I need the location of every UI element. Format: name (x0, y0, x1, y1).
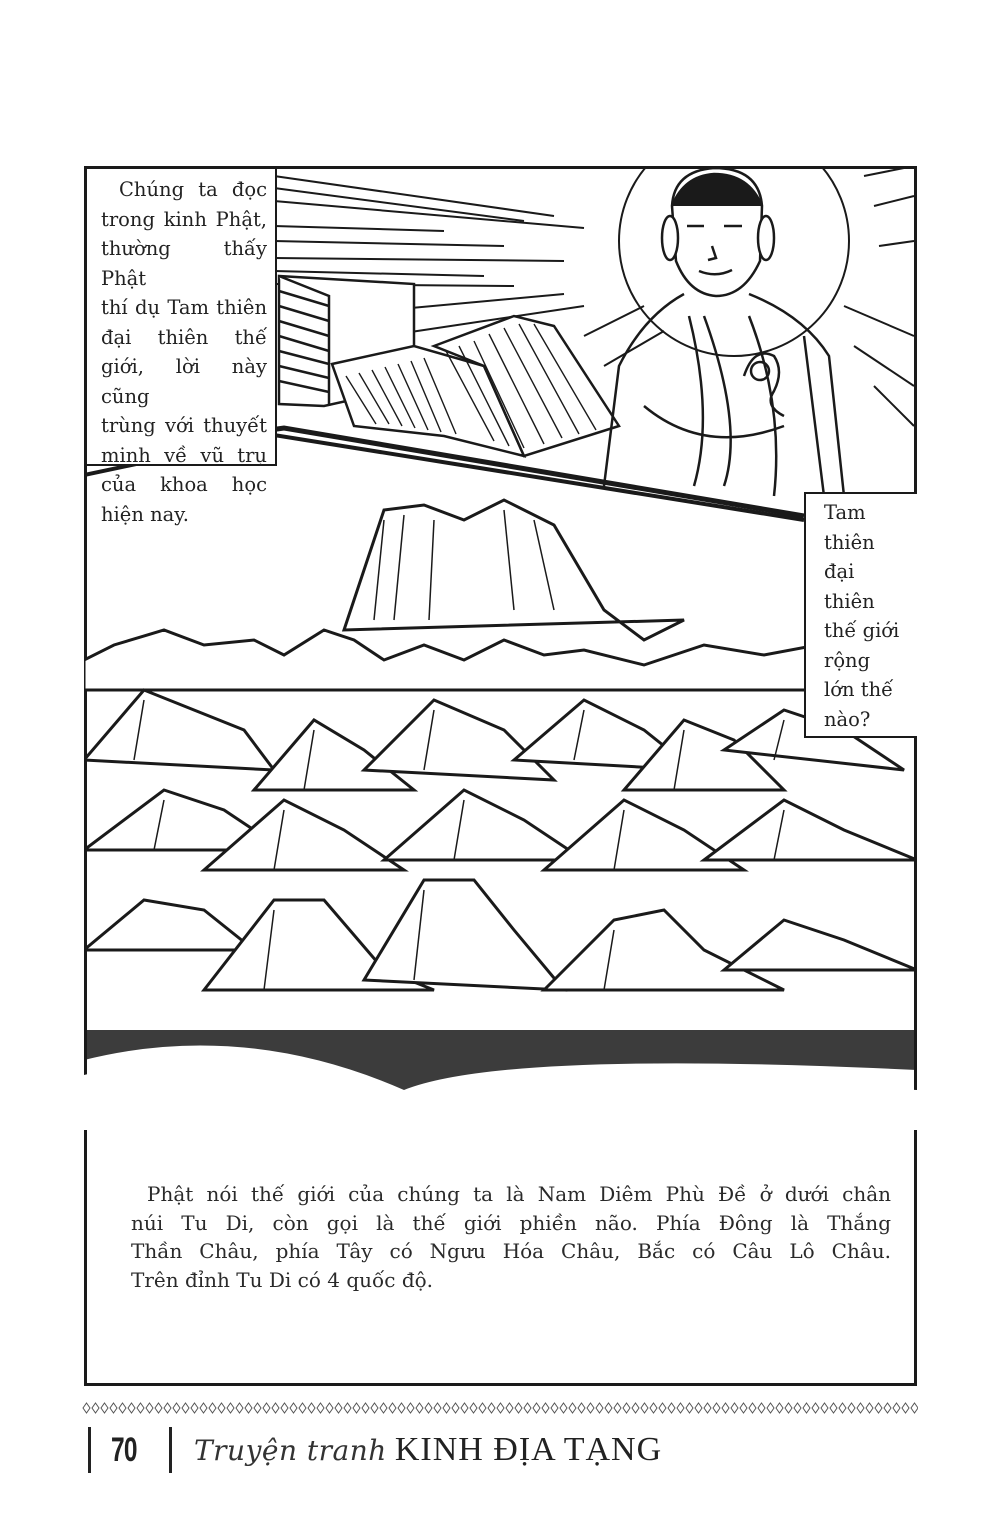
narration-line: Thần Châu, phía Tây có Ngưu Hóa Châu, Bắc có Câu Lô Châu. (131, 1239, 891, 1263)
diamond-divider (82, 1402, 918, 1414)
caption-line: minh về vũ trụ (101, 443, 267, 467)
caption-line: Chúng ta đọc (119, 178, 267, 201)
caption-line: thiên (824, 530, 875, 554)
caption-line: rộng (824, 648, 871, 672)
series-script-label: Truyện tranh (194, 1433, 387, 1467)
mountains-illustration (84, 430, 917, 1130)
page-footer (88, 1420, 662, 1480)
narration-line: núi Tu Di, còn gọi là thế giới phiền não. Phía Đông là Thắng (131, 1210, 891, 1235)
caption-line: thế giới (824, 619, 900, 642)
caption-line: nào? (824, 707, 871, 731)
narration-line: Trên đỉnh Tu Di có 4 quốc độ. (131, 1267, 434, 1292)
narration-line: Phật nói thế giới của chúng ta là Nam Diêm Phù Đề ở dưới chân (147, 1182, 891, 1206)
book-title: KINH ĐỊA TẠNG (394, 1431, 663, 1468)
caption-intro (87, 169, 277, 526)
caption-line: thiên (824, 589, 875, 613)
caption-line: trùng với thuyết (101, 414, 267, 437)
caption-line: lớn thế (824, 678, 894, 701)
caption-question (804, 492, 917, 738)
panel-mountain-landscape (84, 430, 917, 1130)
caption-line: trong kinh Phật, (101, 207, 267, 231)
caption-line: hiện nay. (101, 502, 189, 526)
caption-line: giới, lời này cũng (101, 355, 267, 408)
caption-line: đại thiên thế (101, 325, 267, 349)
footer-bar-left (88, 1427, 91, 1473)
caption-line: của khoa học (101, 473, 267, 496)
narration-text (131, 1180, 891, 1294)
page-number: 70 (111, 1430, 137, 1469)
caption-line: thí dụ Tam thiên (101, 296, 267, 319)
caption-line: Tam (824, 501, 866, 524)
caption-line: thường thấy Phật (101, 237, 267, 290)
footer-bar-right (169, 1427, 172, 1473)
caption-line: đại (824, 560, 855, 583)
